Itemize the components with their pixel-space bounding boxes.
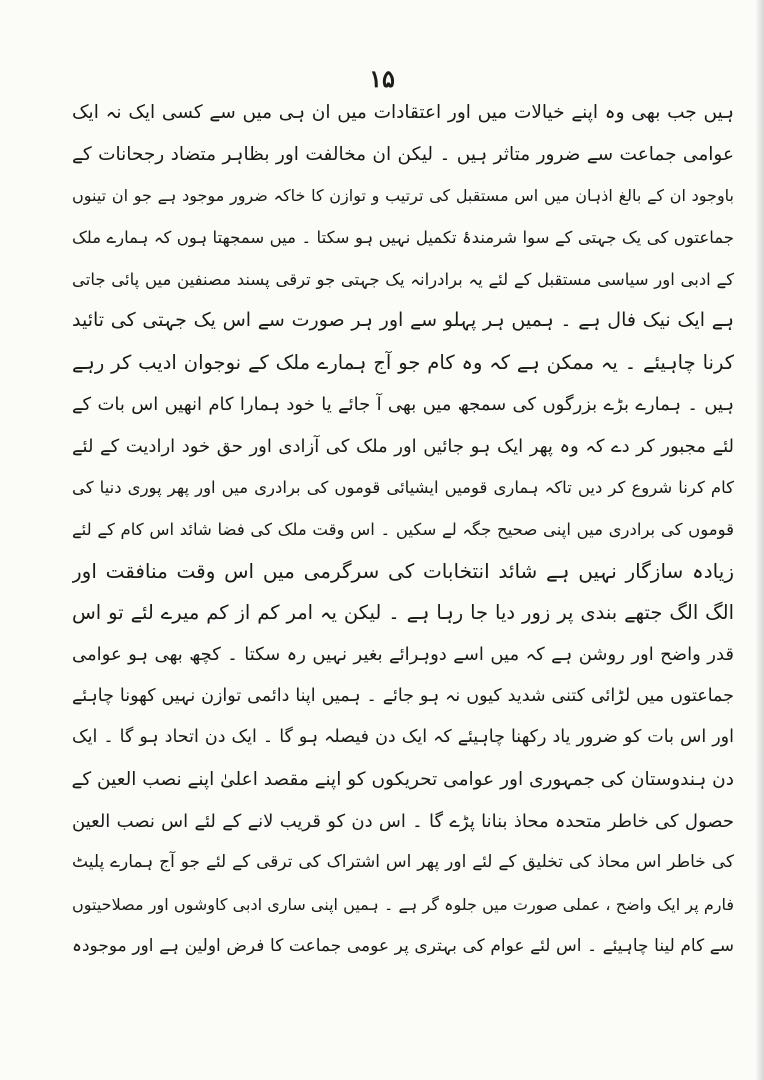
page-number: ۱۵ [369,64,395,93]
text-line: زیادہ سازگار نہیں ہے شائد انتخابات کی سرگرمی میں اس وقت منافقت اور [72,558,734,583]
page-edge-shadow [754,0,764,1080]
text-line: حصول کی خاطر متحدہ محاذ بنانا پڑے گا ۔ اس دن کو قریب لانے کے لئے اس نصب العین [72,810,734,832]
text-line: کام کرنا شروع کر دیں تاکہ ہماری قومیں ایشیائی قوموں کی برادری میں اور پھر پوری دنیا کی [72,478,734,498]
text-line: کے ادبی اور سیاسی مستقبل کے لئے یہ برادرانہ یک جہتی جو ترقی پسند مصنفین میں پائی جاتی [72,269,734,289]
text-line: کی خاطر اس محاذ کی تخلیق کے لئے اور پھر اس اشتراک کی ترقی کے لئے جو آج ہمارے پلیٹ [72,852,734,873]
text-line: فارم پر ایک واضح ، عملی صورت میں جلوہ گر ہے ۔ ہمیں اپنی ساری ادبی کاوشوں اور مصلاحیتوں [72,895,734,915]
text-line: جماعتوں میں لڑائی کتنی شدید کیوں نہ ہو جائے ۔ ہمیں اپنا دائمی توازن نہیں کھونا چاہئے [72,685,734,706]
text-line: قدر واضح اور روشن ہے کہ میں اسے دوہرائے بغیر نہیں رہ سکتا ۔ کچھ بھی ہو عوامی [72,643,734,665]
text-line: جماعتوں کی یک جہتی کے سوا شرمندۂ تکمیل نہیں ہو سکتا ۔ میں سمجھتا ہوں کہ ہمارے ملک [72,228,734,248]
text-line: الگ الگ جتھے بندی پر زور دیا جا رہا ہے ۔ لیکن یہ امر کم از کم میرے لئے تو اس [72,601,734,625]
text-line: اور اس بات کو ضرور یاد رکھنا چاہیئے کہ ایک دن فیصلہ ہو گا ۔ ایک دن اتحاد ہو گا ۔ ایک [72,727,734,748]
text-line: ہے ایک نیک فال ہے ۔ ہمیں ہر پہلو سے اور ہر صورت سے اس یک جہتی کی تائید [72,309,734,332]
text-line: دن ہندوستان کی جمہوری اور عوامی تحریکوں کو اپنے مقصد اعلیٰ اپنے نصب العین کے [72,769,734,790]
text-line: لئے مجبور کر دے کہ وہ پھر ایک ہو جائیں اور ملک کی آزادی اور حق خود ارادیت کے لئے [72,435,734,457]
text-line: باوجود ان کے بالغ اذہان میں اس مستقبل کی ترتیب و توازن کا خاکہ ضرور موجود ہے جو ان تینوں [72,186,734,206]
text-line: ہیں ۔ ہمارے بڑے بزرگوں کی سمجھ میں بھی آ جائے یا خود ہمارا کام انھیں اس بات کے [72,393,734,415]
text-line: سے کام لینا چاہیئے ۔ اس لئے عوام کی بہتری پر عومی جماعت کا فرض اولین ہے اور موجودہ [72,935,734,956]
body-text [72,92,734,967]
text-line: قوموں کی برادری میں اپنی صحیح جگہ لے سکیں ۔ اس وقت ملک کی فضا شائد اس کام کے لئے [72,519,734,539]
text-line: عوامی جماعت سے ضرور متاثر ہیں ۔ لیکن ان مخالفت اور بظاہر متضاد رجحانات کے [72,143,734,165]
text-line: کرنا چاہیئے ۔ یہ ممکن ہے کہ وہ کام جو آج ہمارے ملک کے نوجوان ادیب کر رہے [72,351,734,375]
text-line: ہیں جب بھی وہ اپنے خیالات میں اور اعتقادات میں ان ہی میں سے کسی ایک نہ ایک [72,102,734,123]
